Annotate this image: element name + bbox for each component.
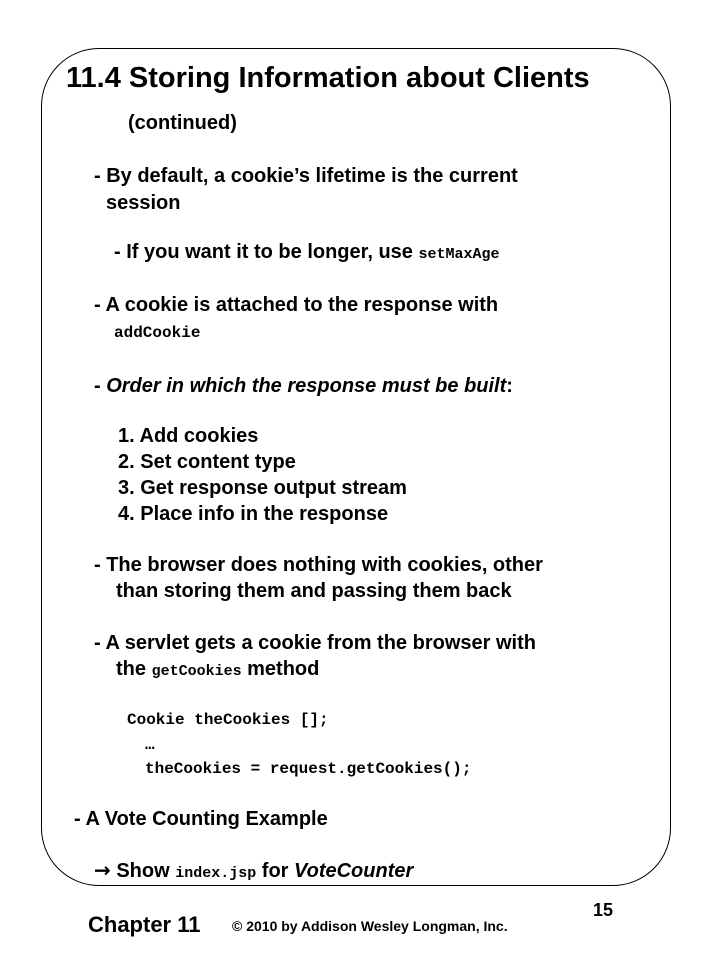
code-line-3: theCookies = request.getCookies(); [145,760,472,778]
slide-title: 11.4 Storing Information about Clients [66,62,590,94]
addcookie-code: addCookie [114,324,201,342]
bullet-cookie-lifetime: - By default, a cookie’s lifetime is the current [94,165,518,187]
right-arrow-icon: → [94,858,111,882]
show-text: Show [110,860,176,882]
step-3: 3. Get response output stream [118,477,407,499]
footer-copyright: © 2010 by Addison Wesley Longman, Inc. [232,918,508,934]
step-1: 1. Add cookies [118,425,259,447]
bullet-servlet-cont [116,658,319,681]
for-text: for [256,860,295,882]
setmaxage-code: setMaxAge [418,246,500,263]
order-colon: : [506,375,513,397]
bullet-browser: - The browser does nothing with cookies, other [94,554,543,576]
bullet-order [94,375,513,398]
code-line-1: Cookie theCookies []; [127,711,329,729]
servlet-the: the [116,658,152,680]
order-text: Order in which the response must be built [106,375,507,397]
bullet-browser-cont: than storing them and passing them back [116,580,512,602]
page-number: 15 [593,900,614,920]
bullet-addcookie: - A cookie is attached to the response with [94,294,499,316]
bullet-vote-example: - A Vote Counting Example [74,808,328,830]
step-2: 2. Set content type [118,451,296,473]
step-4: 4. Place info in the response [118,503,389,525]
order-dash: - [94,375,107,397]
footer-chapter: Chapter 11 [88,912,201,937]
bullet-setmaxage [114,241,499,264]
code-line-2: … [145,736,155,754]
setmaxage-text: - If you want it to be longer, use [114,241,419,263]
bullet-servlet: - A servlet gets a cookie from the browser with [94,632,536,654]
getcookies-code: getCookies [151,663,242,680]
bullet-show-index [94,858,413,883]
votecounter-text: VoteCounter [294,860,414,882]
slide-subtitle: (continued) [128,112,237,134]
index-jsp-code: index.jsp [175,865,257,882]
bullet-cookie-lifetime-cont: session [106,192,181,214]
servlet-method: method [241,658,320,680]
